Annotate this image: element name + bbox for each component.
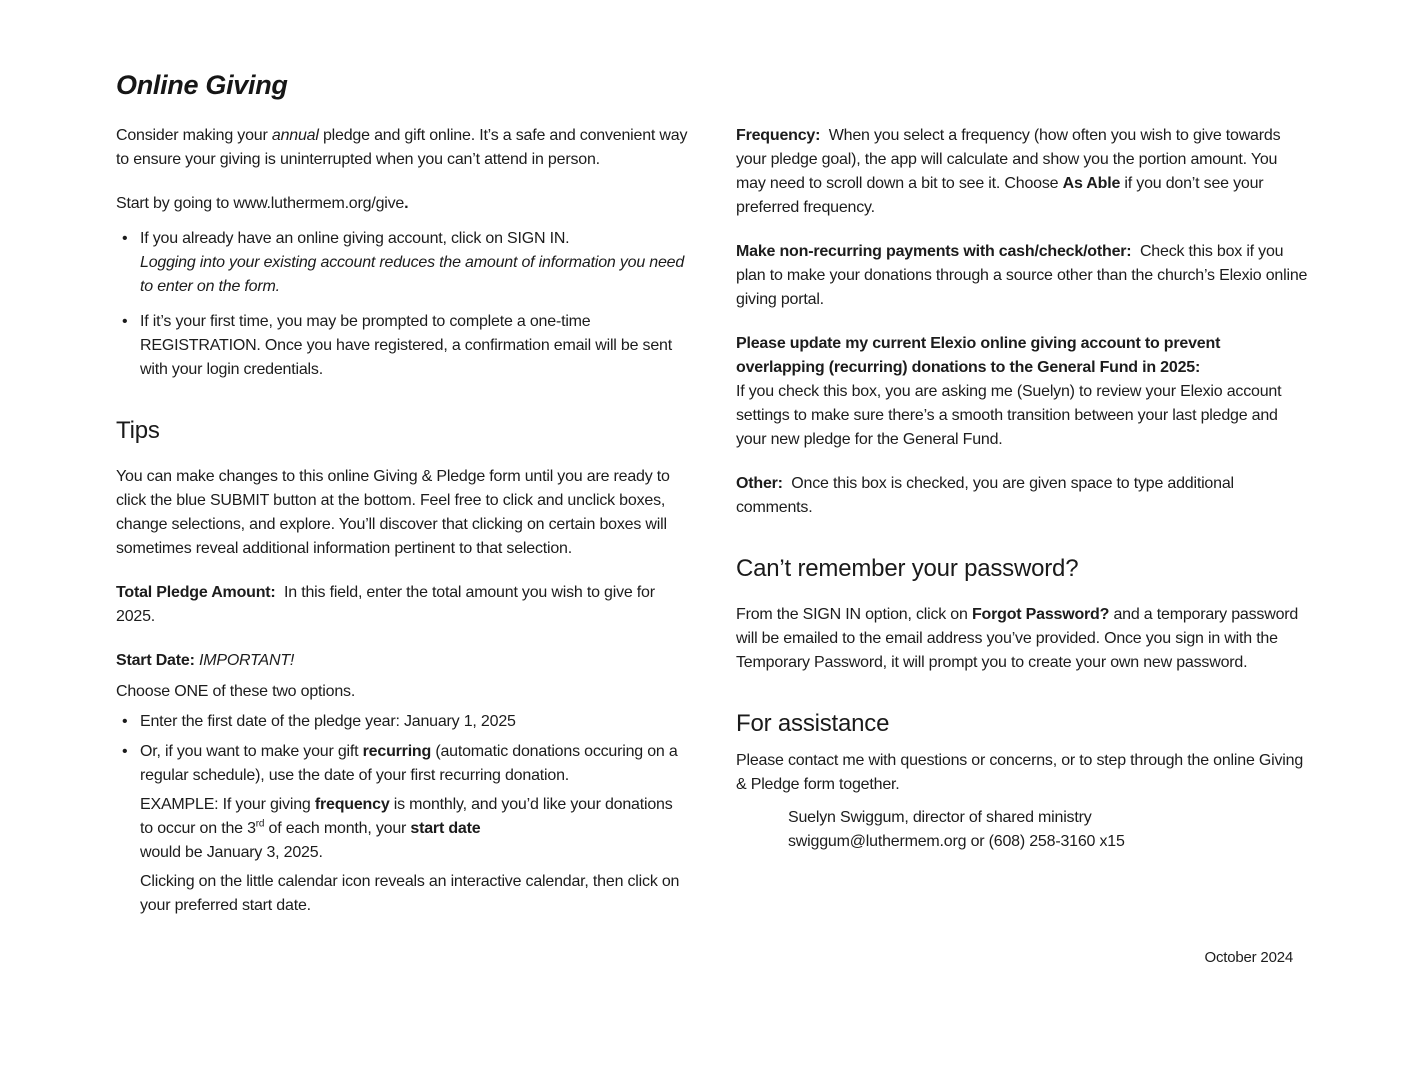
text-run: (automatic donations occuring on a regular schedule), use the date of your first recurring donation. — [140, 743, 682, 784]
text-run: swiggum@luthermem.org or (608) 258-3160 x15 — [788, 833, 1125, 850]
text-run: would be January 3, 2025. — [140, 844, 323, 861]
paragraph — [736, 749, 1308, 797]
text-run: When you select a frequency (how often you wish to give towards your pledge goal), the app will calculate and show you the portion amount. You may need to scroll down a bit to see it. Choose — [736, 127, 1285, 192]
text-run: is monthly, and you’d like your donations to occur on the 3 — [140, 796, 677, 837]
text-run: Suelyn Swiggum, director of shared ministry — [788, 809, 1092, 826]
text-run: Choose ONE of these two options. — [116, 683, 356, 700]
text-run: start date — [410, 820, 481, 837]
text-run: recurring — [362, 743, 432, 760]
text-run: Can’t remember your password? — [736, 555, 1079, 582]
text-run: As Able — [1062, 175, 1121, 192]
text-run: Check this box if you plan to make your donations through a source other than the church’s Elexio online giving portal. — [736, 243, 1312, 308]
text-run: Or, if you want to make your gift — [140, 743, 363, 760]
bullet-item — [116, 710, 688, 734]
text-run: Frequency: — [736, 127, 821, 144]
paragraph — [116, 124, 692, 172]
contact-info — [736, 806, 1308, 854]
text-run: frequency — [314, 796, 390, 813]
text-run: Clicking on the little calendar icon reveals an interactive calendar, then click on your preferred start date. — [140, 873, 684, 914]
text-run: annual — [271, 127, 319, 144]
section-heading — [736, 708, 1308, 740]
text-run: Consider making your — [116, 127, 272, 144]
text-run: Online Giving — [116, 70, 288, 100]
bullet-marker: • — [122, 713, 128, 730]
example-note — [116, 793, 688, 865]
text-run: pledge and gift online. It’s a safe and convenient way to ensure your giving is uninterrupted when you can’t attend in person. — [116, 127, 692, 168]
text-run: and a temporary password will be emailed to the email address you’ve provided. Once you sign in with the Temporary Password, it will prompt you to create your own new password. — [736, 606, 1303, 671]
example-note — [116, 870, 688, 918]
text-run: Total Pledge Amount: — [116, 584, 276, 601]
text-run: if you don’t see your preferred frequency. — [736, 175, 1268, 216]
text-run: Forgot Password? — [971, 606, 1110, 623]
section-heading — [736, 553, 1308, 585]
text-run: In this field, enter the total amount you wish to give for 2025. — [116, 584, 660, 625]
text-run: Enter the first date of the pledge year: January 1, 2025 — [140, 713, 516, 730]
paragraph — [116, 465, 688, 561]
paragraph — [736, 240, 1312, 312]
bullet-item — [116, 740, 688, 788]
right-column — [736, 124, 1312, 854]
paragraph — [736, 332, 1308, 452]
text-run: EXAMPLE: If your giving — [140, 796, 315, 813]
paragraph — [116, 649, 688, 673]
text-run: of each month, your — [264, 820, 411, 837]
doc-title — [116, 68, 688, 102]
text-run: If it’s your first time, you may be prompted to complete a one-time REGISTRATION. Once you have registered, a confirmation email will be sent with your login credentials. — [140, 313, 677, 378]
text-run: Please contact me with questions or concerns, or to step through the online Giving & Pledge form together. — [736, 752, 1308, 793]
text-run: For assistance — [736, 710, 890, 737]
text-run: Tips — [116, 417, 160, 444]
text-run: rd — [255, 818, 265, 830]
bullet-marker: • — [122, 313, 128, 330]
paragraph — [736, 603, 1308, 675]
text-run: From the SIGN IN option, click on — [736, 606, 972, 623]
section-heading — [116, 415, 688, 447]
paragraph — [116, 192, 688, 216]
paragraph — [116, 680, 688, 704]
text-run: Other: — [736, 475, 783, 492]
paragraph — [116, 581, 688, 629]
paragraph — [736, 124, 1308, 220]
text-run: If you already have an online giving account, click on SIGN IN. — [140, 230, 570, 247]
bullet-item — [116, 227, 688, 299]
bullet-item — [116, 310, 688, 382]
bullet-marker: • — [122, 743, 128, 760]
paragraph — [736, 472, 1308, 520]
text-run: Start Date: — [116, 652, 195, 669]
text-run: Logging into your existing account reduces the amount of information you need to enter on the form. — [140, 254, 689, 295]
bullet-marker: • — [122, 230, 128, 247]
text-run: Make non-recurring payments with cash/check/other: — [736, 243, 1132, 260]
left-column — [116, 68, 692, 918]
text-run: Once this box is checked, you are given space to type additional comments. — [736, 475, 1239, 516]
text-run: Please update my current Elexio online giving account to prevent overlapping (recurring) donations to the General Fund in 2025: — [736, 335, 1225, 376]
text-run: IMPORTANT! — [198, 652, 295, 669]
footer-date: October 2024 — [1204, 949, 1293, 966]
text-run: You can make changes to this online Giving & Pledge form until you are ready to click the blue SUBMIT button at the bottom. Feel free to click and unclick boxes, change selections, and explore. You’ll discover that clicking on certain boxes will sometimes reveal additional information pertinent to that selection. — [116, 468, 674, 557]
text-run: Start by going to www.luthermem.org/give — [116, 195, 405, 212]
text-run: . — [404, 195, 409, 212]
text-run: If you check this box, you are asking me (Suelyn) to review your Elexio account settings to make sure there’s a smooth transition between your last pledge and your new pledge for the General Fund. — [736, 383, 1286, 448]
